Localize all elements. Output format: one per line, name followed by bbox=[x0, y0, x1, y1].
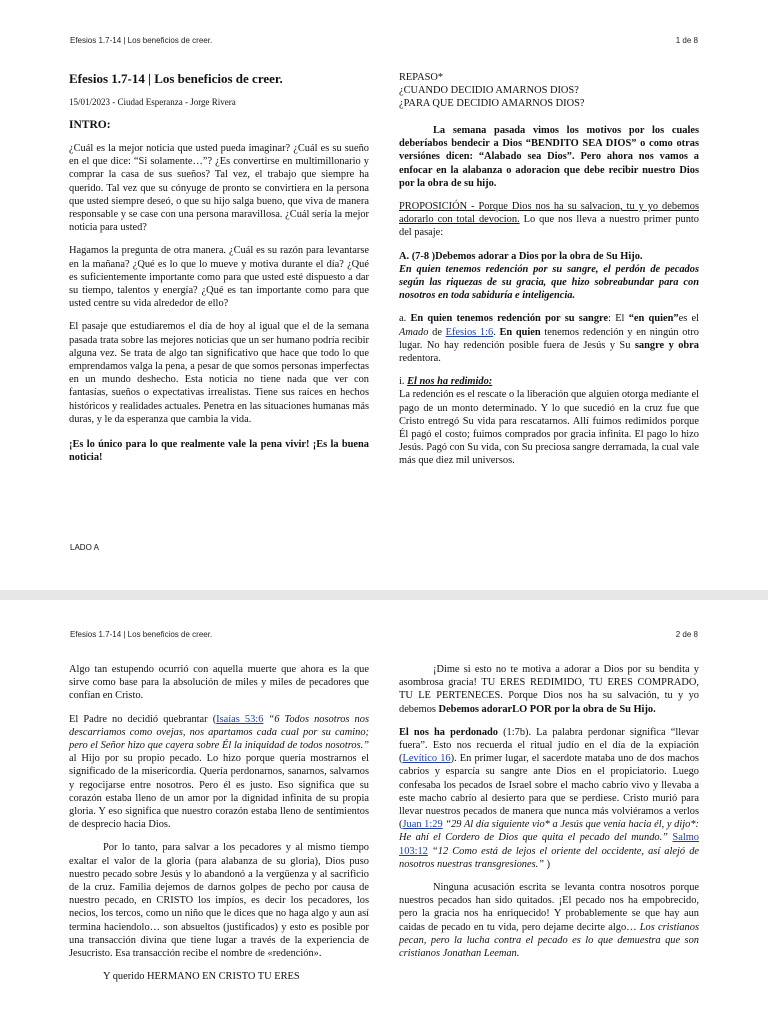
repaso-line-2: ¿CUANDO DECIDIO AMARNOS DIOS? bbox=[399, 85, 579, 96]
paragraph: Y querido HERMANO EN CRISTO TU ERES bbox=[103, 971, 300, 983]
proposition-text: PROPOSICIÓN - Porque Dios nos ha su salvacion, tu y yo debemos adorarlo con total devocion. bbox=[399, 201, 699, 226]
paragraph bbox=[399, 663, 699, 716]
page-separator bbox=[0, 590, 768, 600]
proposition-tail: Lo que nos lleva a nuestro primer punto del pasaje: bbox=[399, 214, 699, 239]
text-fragment: Ninguna acusación escrita se levanta contra nosotros porque nuestros pecados han sido quitados. ¡El pecado nos ha empobrecido, pero la gracia nos ha enriquecido! Y probablemente se que hay aun caidas de pecado en tu vida, pero dejame decirte algo… bbox=[399, 882, 699, 933]
text-fragment: En quien tenemos redención por su sangre bbox=[410, 313, 609, 325]
text-fragment: “en quien” bbox=[628, 313, 679, 325]
text-fragment: “12 Como está de lejos el oriente del occidente, así alejó de nosotros nuestras transgresiones.” bbox=[399, 845, 699, 870]
text-fragment: al Hijo por su propio pecado. Lo hizo porque quería mostrarnos el significado de la misericordia. Quería perdonarnos, sanarnos, salvarnos y regocijarse entre nosotros. Pero él es justo. Eso significa que su corazón estaba lleno de un amor por la dignidad infinita de su propia gloria. Y eso significa que nuestro corazón estaba lleno de sentimientos de desprecio hacia Dios. bbox=[69, 753, 369, 831]
document-page-2 bbox=[0, 600, 768, 1024]
scripture-link[interactable]: Salmo 103:12 bbox=[399, 832, 699, 857]
intro-paragraph-1: ¿Cuál es la mejor noticia que usted pueda imaginar? ¿Cuál es su sueño en el que dice: “Si solamente…”? ¿Es convertirse en multimillonario y comprar la casa de sus sueños? Tal vez, el trabajo que siempre ha querido. Tal vez que su cónyuge de pronto se convirtiera en la persona que usted siempre deseó, o que su hijo salga bueno, que viva de manera responsable y se case con una persona maravillosa. ¿Cuál sería la mejor noticia para usted? bbox=[69, 143, 369, 234]
intro-paragraph-4: ¡Es lo único para lo que realmente vale la pena vivir! ¡Es la buena noticia! bbox=[69, 439, 369, 464]
side-label: LADO A bbox=[70, 543, 99, 552]
proposition-paragraph bbox=[399, 200, 699, 240]
text-fragment: : El bbox=[608, 313, 629, 325]
document-title: Efesios 1.7-14 | Los beneficios de creer. bbox=[69, 71, 283, 86]
paragraph: Algo tan estupendo ocurrió con aquella muerte que ahora es la que sirve como base para la absolución de miles y miles de pecadores que confían en Cristo. bbox=[69, 664, 369, 702]
sub-point-i-heading bbox=[399, 375, 699, 388]
text-fragment: En quien bbox=[499, 326, 541, 338]
text-fragment: a. bbox=[399, 313, 411, 325]
text-fragment: ). En primer lugar, el sacerdote mataba uno de dos machos cabríos y esparcía su sangre ante Dios en el propiciatorio. Luego confesaba los pecados de Israel sobre el macho cabrío vivo y llevaba a este macho cabrío al desierto para que se perdiese. Cristo murió para llevar nuestros pecados de manera que nunca más volviéramos a verlos ( bbox=[399, 753, 699, 831]
intro-heading: INTRO: bbox=[69, 119, 111, 131]
text-fragment: Amado bbox=[399, 326, 429, 338]
text-fragment: tenemos redención y en ningún otro lugar. No hay redención posible fuera de Jesús y Su bbox=[399, 326, 699, 351]
repaso-line-3: ¿PARA QUE DECIDIO AMARNOS DIOS? bbox=[399, 98, 585, 109]
point-a-heading: A. (7-8 )Debemos adorar a Dios por la obra de Su Hijo. bbox=[399, 250, 643, 262]
page-number: 2 de 8 bbox=[675, 630, 698, 639]
text-fragment: es el bbox=[678, 313, 699, 325]
page-number: 1 de 8 bbox=[675, 36, 698, 45]
left-column bbox=[69, 71, 369, 474]
text-fragment: (1:7b). La palabra perdonar significa “llevar fuera”. Esto nos recuerda el ritual judío en el día de la expiación ( bbox=[399, 726, 700, 765]
paragraph bbox=[69, 713, 369, 832]
sub-point-i-text: La redención es el rescate o la liberación que alguien otorga mediante el pago de un monto determinado. Y lo que sucedió en la cruz fue que Cristo entregó Su vida para rescatarnos. Allí fuimos redimidos porque Él pagó el costo; fuimos comprados por gracia infinita. El pago lo hizo Jesús. Pagó con Su vida, con Su preciosa sangre derramada, la cual vale más que diez mil universos. bbox=[399, 389, 699, 467]
paragraph bbox=[399, 881, 699, 960]
document-meta: 15/01/2023 - Ciudad Esperanza - Jorge Rivera bbox=[69, 97, 236, 107]
scripture-link[interactable]: Levítico 16 bbox=[402, 753, 451, 765]
right-column bbox=[399, 71, 699, 478]
review-paragraph: La semana pasada vimos los motivos por los cuales deberíabos bendecir a Dios “BENDITO SEA DIOS” o como otras versiónes dicen: “Alabado sea Dios”. Pero ahora nos vamos a enfocar en la alabanza o adoracion que debe recibir nuestro Dios por la obra de su hijo. bbox=[399, 125, 699, 189]
intro-paragraph-2: Hagamos la pregunta de otra manera. ¿Cuál es su razón para levantarse en la mañana? ¿Qué es lo que lo mueve y motiva durante el día? ¿Qué es suficientemente importante como para que usted esté dispuesto a dar su tiempo, talentos y energía? ¿Qué es tan importante como para que usted centre su vida alrededor de ello? bbox=[69, 245, 369, 310]
left-column bbox=[69, 663, 369, 993]
text-fragment: El Padre no decidió quebrantar ( bbox=[69, 713, 217, 725]
text-fragment: ¡Dime si esto no te motiva a adorar a Dios por su bendita y asombrosa gracia! TU ERES REDIMIDO, TU ERES COMPRADO, TU LE PERTENECES. Porque Dios nos ha su salvación, tu y yo debemos bbox=[399, 664, 699, 715]
page-header-left: Efesios 1.7-14 | Los beneficios de creer. bbox=[70, 36, 213, 45]
text-fragment: de bbox=[428, 326, 446, 338]
repaso-line-1: REPASO* bbox=[399, 72, 444, 83]
right-column bbox=[399, 663, 699, 970]
scripture-link[interactable]: Efesios 1:6 bbox=[445, 326, 494, 338]
text-fragment: “29 Al día siguiente vio* a Jesús que venía hacia él, y dijo*: He ahí el Cordero de Dios que quita el pecado del mundo.” bbox=[399, 819, 699, 844]
text-fragment: Los cristianos pecan, pero la lucha contra el pecado es lo que demuestra que son cristianos Jonathan Leeman. bbox=[399, 921, 699, 960]
text-fragment: redentora. bbox=[399, 353, 441, 365]
text-fragment: Debemos adorarLO POR por la obra de Su Hijo. bbox=[438, 703, 656, 715]
text-fragment: ) bbox=[544, 858, 551, 870]
paragraph bbox=[399, 726, 699, 871]
text-fragment: . bbox=[493, 326, 500, 338]
page-header-left: Efesios 1.7-14 | Los beneficios de creer. bbox=[70, 630, 213, 639]
text-fragment: El nos ha redimido: bbox=[407, 376, 493, 388]
paragraph: Por lo tanto, para salvar a los pecadores y al mismo tiempo exaltar el valor de la gloria (para alabanza de su gloria), Dios puso nuestro pecado sobre Jesús y lo abandonó a la vergüenza y al sacrificio de la cruz. Familia dejemos de darnos golpes de pecho por causa de nuestro pecado, en CRISTO los impíos, es decir los pecadores, los necios, los tercos, como un niño que le dices que no haga algo y aun así termina haciendolo… son absueltos (justificados) y esto es posible por una transacción divina que tiene lugar a través de la experiencia de Jesucristo. Esa transacción recibe el nombre de «redención». bbox=[69, 842, 369, 960]
text-fragment: sangre y obra bbox=[634, 339, 699, 351]
text-fragment: “6 Todos nosotros nos descarriamos como ovejas, nos apartamos cada cual por su camino; pero el Señor hizo que cayera sobre Él la iniquidad de todos nosotros.” bbox=[69, 713, 369, 752]
scripture-link[interactable]: Isaías 53:6 bbox=[216, 713, 264, 725]
point-a-verse: En quien tenemos redención por su sangre, el perdón de pecados según las riquezas de su gracia, que hizo sobreabundar para con nosotros en toda sabiduría e inteligencia. bbox=[399, 263, 699, 302]
point-a-commentary bbox=[399, 312, 699, 365]
intro-paragraph-3: El pasaje que estudiaremos el día de hoy al igual que el de la semana pasada trata sobre las mejores noticias que un ser humano podría recibir alguna vez. Se trata de algo tan significativo que hace que todo lo que emprendamos valga la pena, a pesar de que somos personas imperfectas en un mundo deshecho. Esta noticia no tiene nada que ver con fantasías, sueños o expectativas irrealistas. Tiene sus raíces en hechos históricos y realidades actuales. Penetra en las situaciones humanas más duras, y le da esperanza que cambia la vida. bbox=[69, 321, 369, 425]
text-fragment: El nos ha perdonado bbox=[399, 726, 498, 738]
scripture-link[interactable]: Juan 1:29 bbox=[402, 819, 443, 831]
text-fragment: i. bbox=[399, 376, 408, 388]
